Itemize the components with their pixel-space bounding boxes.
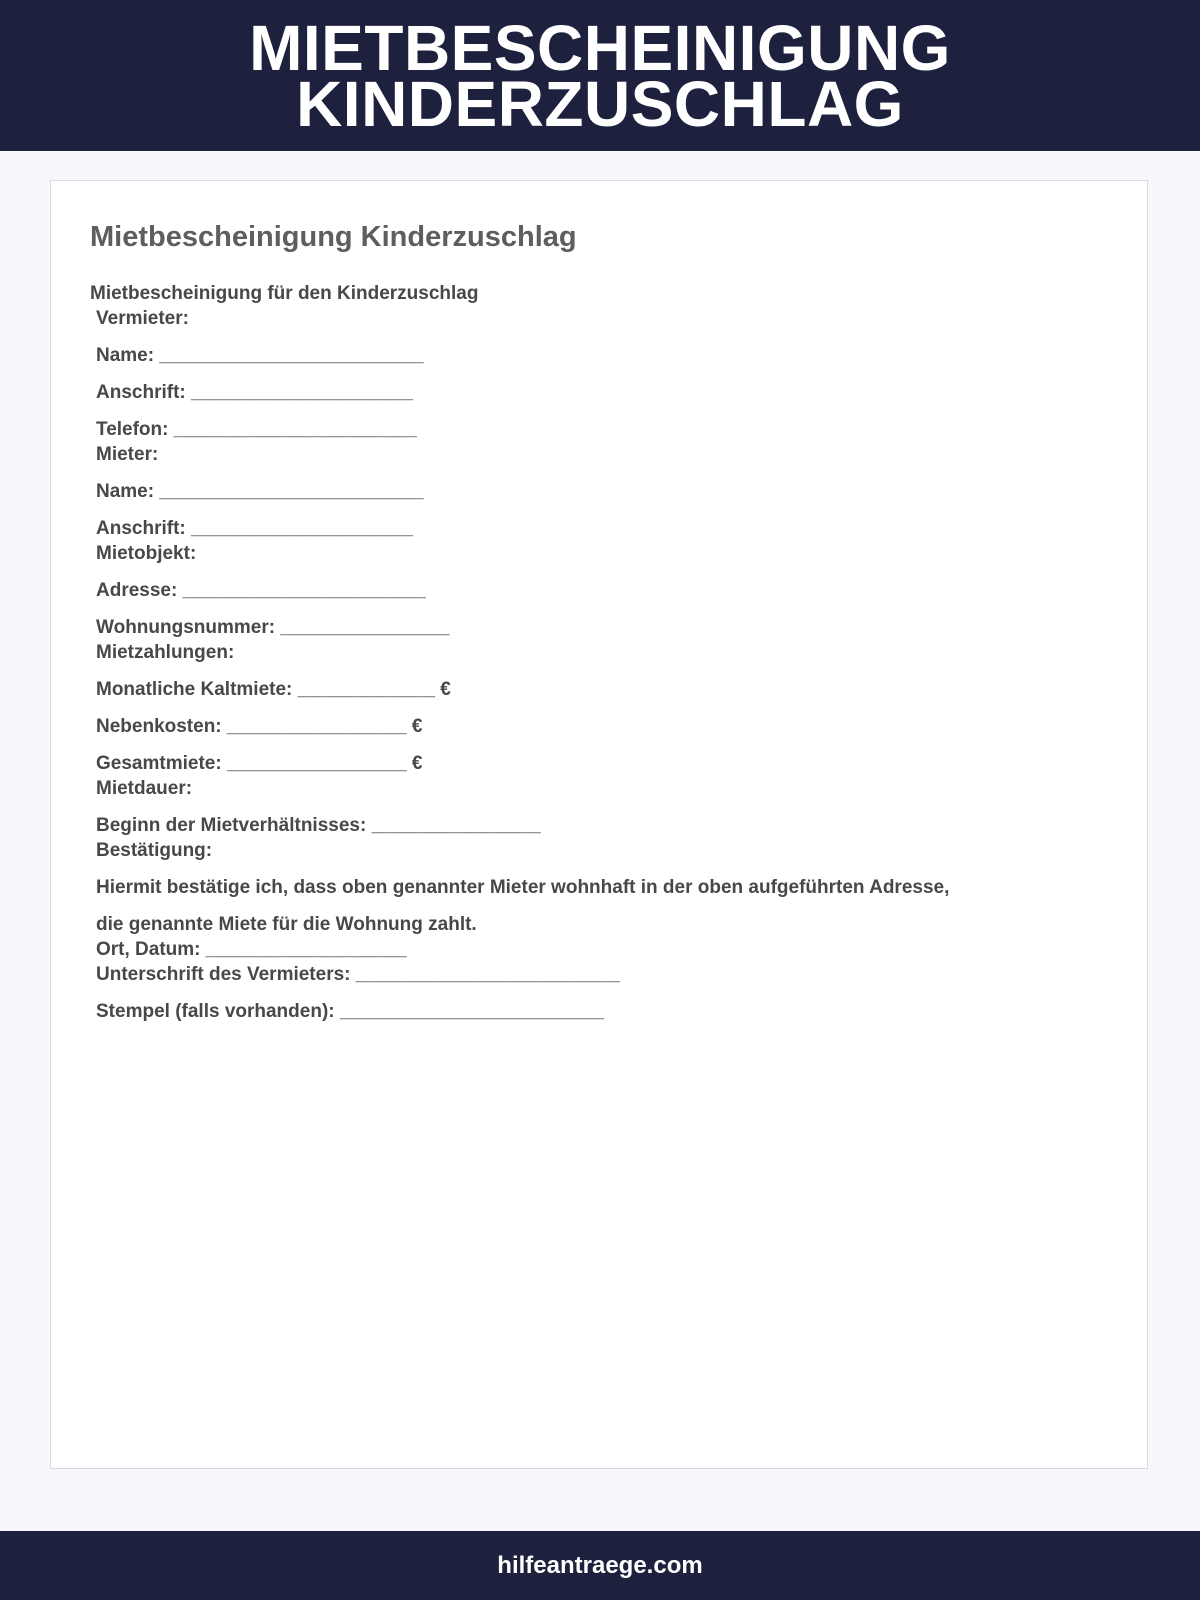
field-ort-datum: Ort, Datum: ___________________ <box>96 939 407 960</box>
document-intro: Mietbescheinigung für den Kinderzuschlag <box>90 283 479 304</box>
document-card <box>50 180 1148 1469</box>
field-kaltmiete: Monatliche Kaltmiete: _____________ € <box>96 679 451 700</box>
confirmation-text-line-2: die genannte Miete für die Wohnung zahlt. <box>96 914 477 935</box>
field-mieter-anschrift: Anschrift: _____________________ <box>96 518 413 539</box>
field-mieter-name: Name: _________________________ <box>96 481 424 502</box>
field-unterschrift: Unterschrift des Vermieters: _________________________ <box>96 964 620 985</box>
page-footer <box>0 1531 1200 1600</box>
field-vermieter-anschrift: Anschrift: _____________________ <box>96 382 413 403</box>
document-body <box>90 281 1120 1024</box>
field-mietbeginn: Beginn der Mietverhältnisses: ________________ <box>96 815 541 836</box>
header-title-line-2: KINDERZUSCHLAG <box>296 67 904 140</box>
field-vermieter-telefon: Telefon: _______________________ <box>96 419 417 440</box>
section-heading-bestaetigung: Bestätigung: <box>96 840 213 861</box>
field-adresse: Adresse: _______________________ <box>96 580 426 601</box>
header-title-line-1: MIETBESCHEINIGUNG <box>249 11 951 84</box>
section-heading-mieter: Mieter: <box>96 444 159 465</box>
section-heading-mietobjekt: Mietobjekt: <box>96 543 197 564</box>
field-nebenkosten: Nebenkosten: _________________ € <box>96 716 423 737</box>
page-header <box>0 0 1200 151</box>
field-wohnungsnummer: Wohnungsnummer: ________________ <box>96 617 450 638</box>
confirmation-text-line-1: Hiermit bestätige ich, dass oben genannter Mieter wohnhaft in der oben aufgeführten Adresse, <box>96 877 950 898</box>
section-heading-mietdauer: Mietdauer: <box>96 778 193 799</box>
field-vermieter-name: Name: _________________________ <box>96 345 424 366</box>
section-heading-vermieter: Vermieter: <box>96 308 189 329</box>
section-heading-mietzahlungen: Mietzahlungen: <box>96 642 235 663</box>
document-title: Mietbescheinigung Kinderzuschlag <box>90 221 577 253</box>
field-gesamtmiete: Gesamtmiete: _________________ € <box>96 753 423 774</box>
footer-site-name: hilfeantraege.com <box>497 1551 703 1579</box>
field-stempel: Stempel (falls vorhanden): _________________________ <box>96 1001 605 1022</box>
